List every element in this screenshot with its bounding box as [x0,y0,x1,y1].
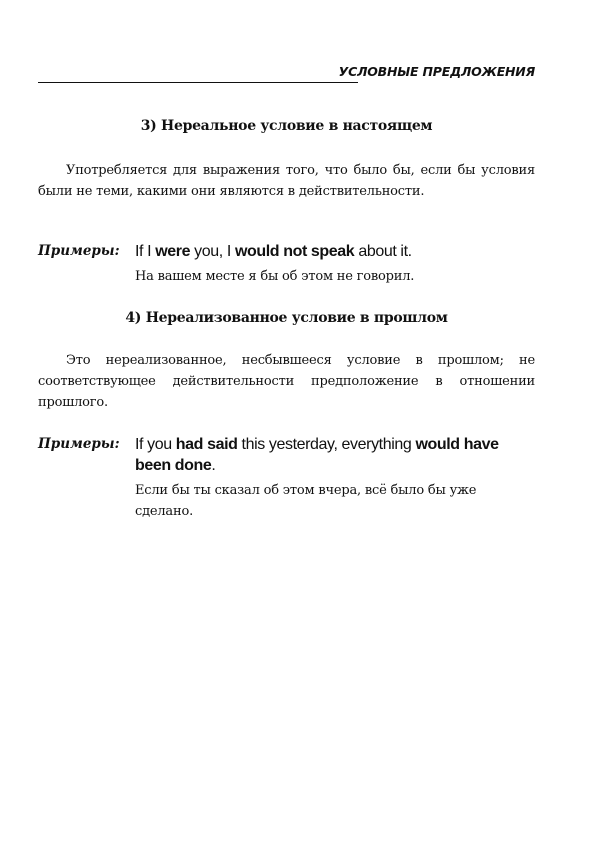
example-label: Примеры: [38,436,120,452]
example-russian: Если бы ты сказал об этом вчера, всё было бы уже сделано. [135,483,477,519]
example-english [135,241,535,262]
example-russian: На вашем месте я бы об этом не говорил. [135,269,415,284]
plain-text: . [211,457,216,474]
section-3-paragraph: Употребляется для выражения того, что было бы, если бы условия были не теми, какими они являются в действительности. [38,163,535,199]
section-4-title: 4) Нереализованное условие в прошлом [125,310,448,326]
example-label: Примеры: [38,243,120,259]
emphasis-text: would have been done [135,436,499,474]
emphasis-text: were [155,243,191,260]
section-4-paragraph: Это нереализованное, несбывшееся условие в прошлом; не соответствующее действительности предположение в отношении прошлого. [38,353,535,410]
emphasis-text: had said [175,436,238,453]
plain-text: If you [135,436,176,453]
plain-text: you, I [190,243,235,260]
header-rule [38,82,358,83]
header-title: УСЛОВНЫЕ ПРЕДЛОЖЕНИЯ [338,64,535,79]
plain-text: this yesterday, everything [237,436,416,453]
example-body [135,434,535,522]
emphasis-text: would not speak [234,243,355,260]
section-3-title: 3) Нереальное условие в настоящем [140,118,433,134]
running-header [38,62,535,86]
plain-text: If I [135,243,156,260]
plain-text: about it. [354,243,412,260]
example-english [135,434,535,476]
example-body [135,241,535,287]
